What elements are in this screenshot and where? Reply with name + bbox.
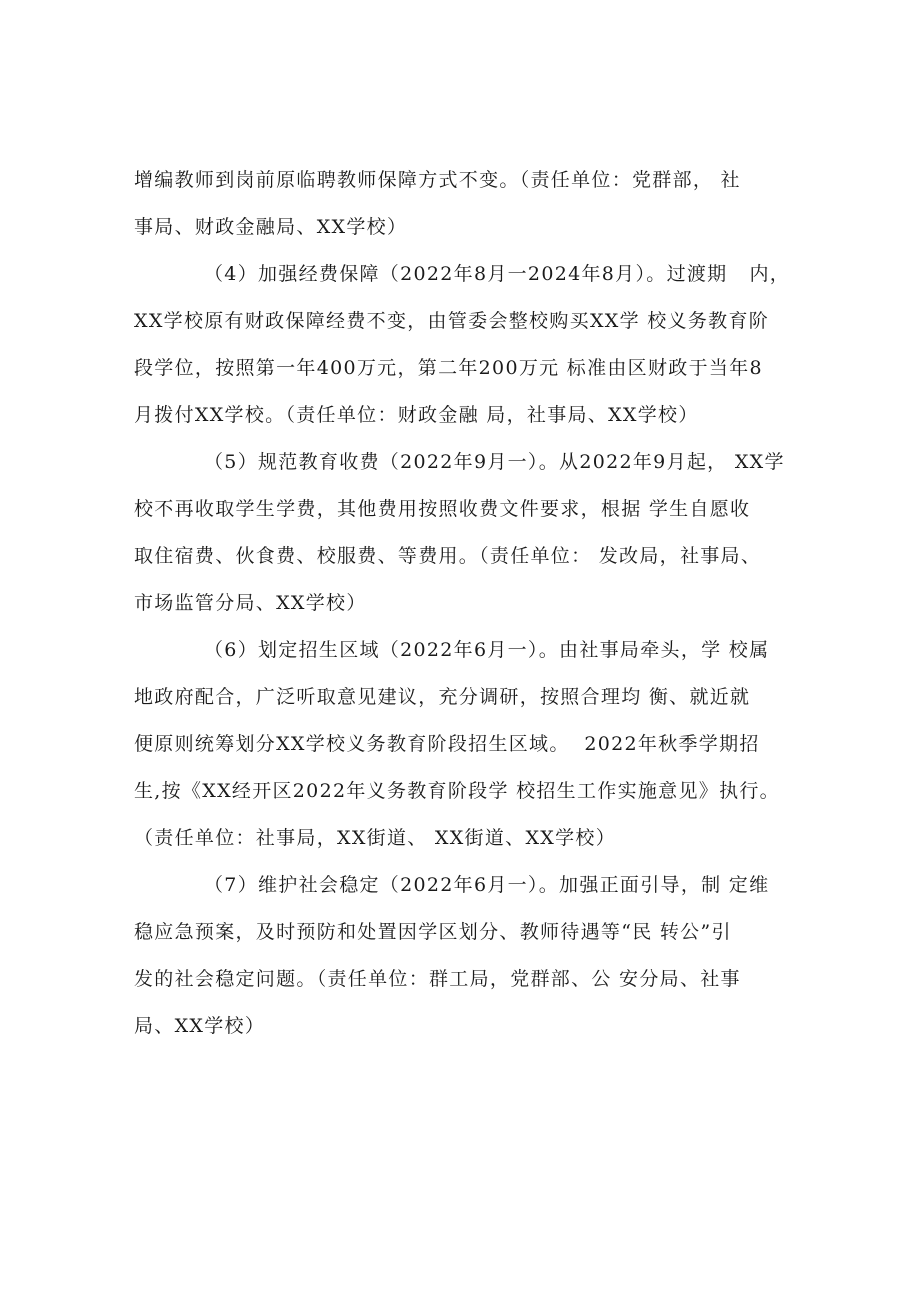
section-heading-line: （7）维护社会稳定（2022年6月一）。加强正面引导，制 定维 [204, 874, 770, 896]
text-line: 便原则统筹划分XX学校义务教育阶段招生区域。 2022年秋季学期招 [134, 733, 760, 755]
text-line: 地政府配合，广泛听取意见建议，充分调研，按照合理均 衡、就近就 [134, 686, 751, 708]
text-line: 月拨付XX学校。（责任单位：财政金融 局，社事局、XX学校） [134, 404, 699, 426]
section-heading-line: （5）规范教育收费（2022年9月一）。从2022年9月起， XX学 [204, 451, 785, 473]
text-line: 市场监管分局、XX学校） [134, 592, 367, 614]
text-line: 发的社会稳定问题。（责任单位：群工局，党群部、公 安分局、社事 [134, 968, 741, 990]
text-line: XX学校原有财政保障经费不变，由管委会整校购买XX学 校义务教育阶 [134, 310, 770, 332]
text-line: 校不再收取学生学费，其他费用按照收费文件要求，根据 学生自愿收 [134, 498, 751, 520]
text-line: 取住宿费、伙食费、校服费、等费用。（责任单位： 发改局，社事局、 [134, 545, 762, 567]
text-line: 稳应急预案，及时预防和处置因学区划分、教师待遇等“民 转公”引 [134, 921, 732, 943]
text-line: 增编教师到岗前原临聘教师保障方式不变。（责任单位：党群部， 社 [134, 169, 741, 191]
text-line: 事局、财政金融局、XX学校） [134, 216, 408, 238]
section-heading-line: （4）加强经费保障（2022年8月一2024年8月）。过渡期 内， [204, 263, 791, 285]
section-heading-line: （6）划定招生区域（2022年6月一）。由社事局牵头，学 校属 [204, 639, 770, 661]
text-line: 局、XX学校） [134, 1015, 266, 1037]
text-line: 段学位，按照第一年400万元，第二年200万元 标准由区财政于当年8 [134, 357, 763, 379]
document-body [134, 157, 794, 1050]
text-line: 生,按《XX经开区2022年义务教育阶段学 校招生工作实施意见》执行。 [134, 780, 780, 802]
text-line: （责任单位：社事局，XX街道、 XX街道、XX学校） [134, 827, 616, 849]
